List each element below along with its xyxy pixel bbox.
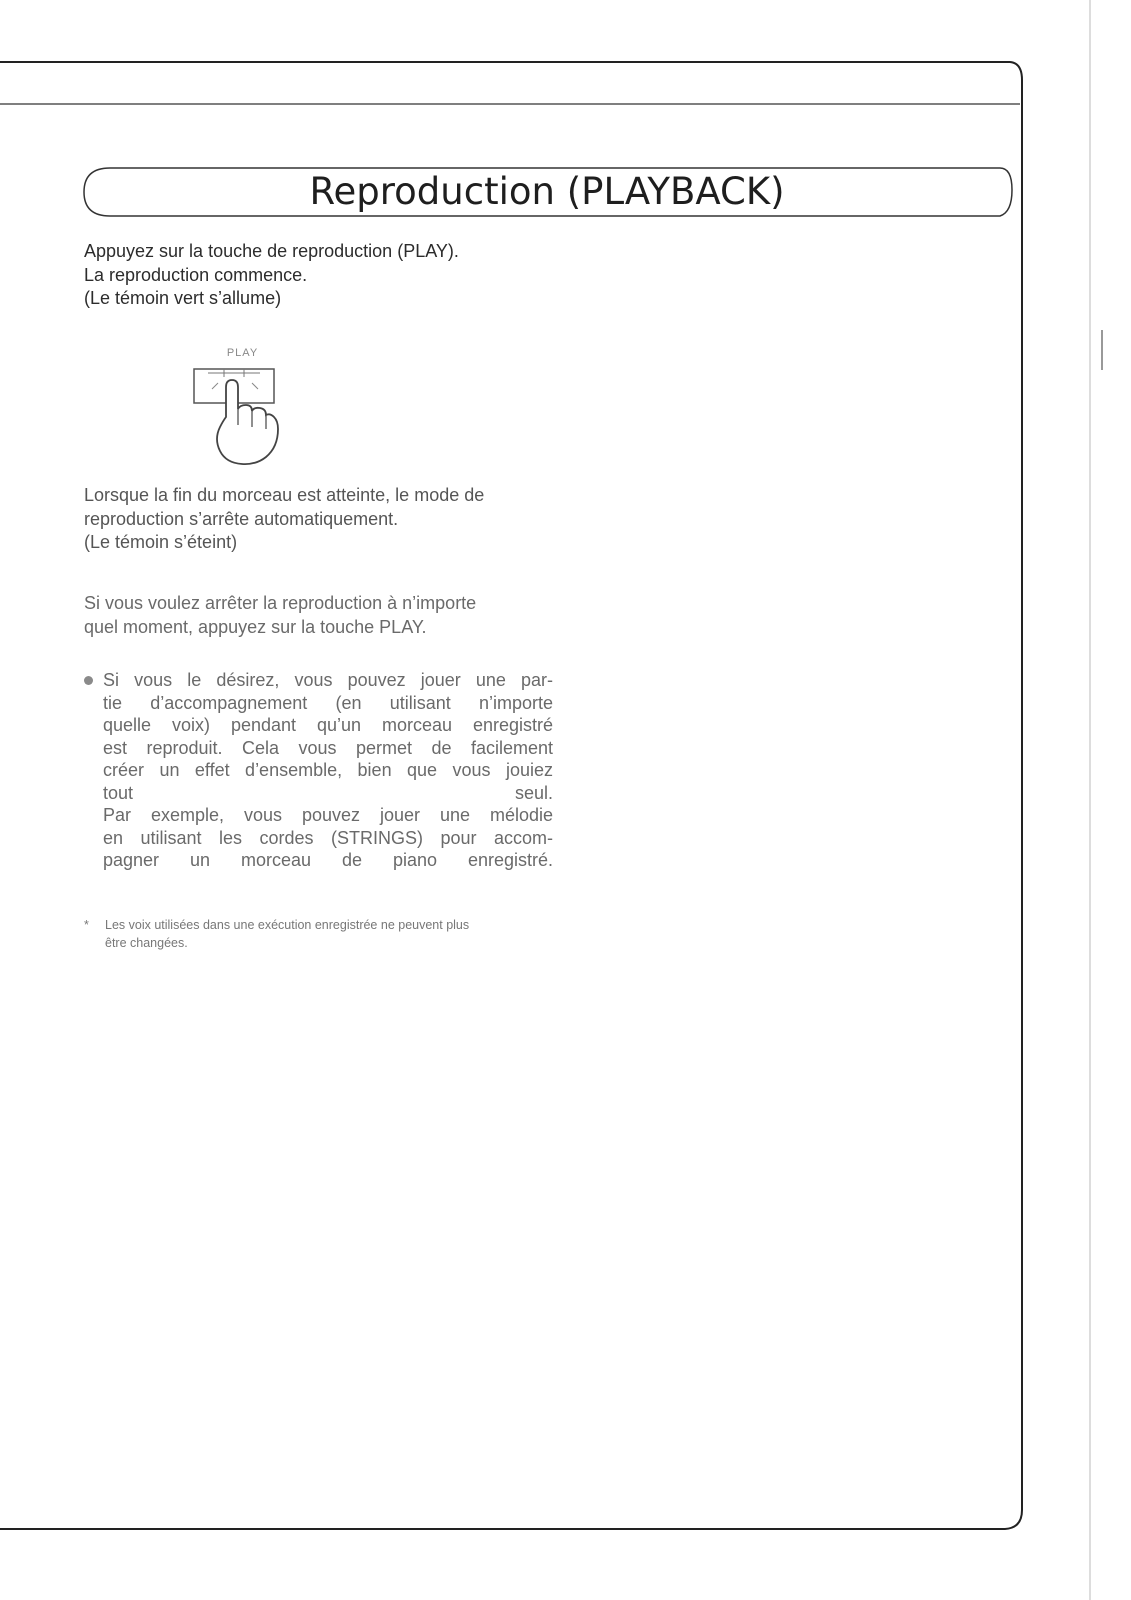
footnote-line: Les voix utilisées dans une exécution enregistrée ne peuvent plus [105, 918, 470, 932]
bullet-line: Si vous le désirez, vous pouvez jouer une par- [103, 670, 553, 690]
bullet-line: créer un effet d’ensemble, bien que vous jouiez [103, 760, 553, 780]
intro-line: Appuyez sur la touche de reproduction (PLAY). [84, 241, 459, 261]
bullet-line: Par exemple, vous pouvez jouer une mélodie [103, 805, 553, 825]
end-line: reproduction s’arrête automatiquement. [84, 508, 399, 529]
play-button-figure [190, 347, 300, 472]
page-title: Reproduction (PLAYBACK) [309, 170, 785, 213]
bullet-line: pagner un morceau de piano enregistré. [103, 850, 553, 870]
bullet-line: tout seul. [103, 782, 553, 803]
bullet-line: tie d’accompagnement (en utilisant n’importe [103, 692, 553, 713]
intro-line: La reproduction commence. [84, 264, 308, 285]
stop-line: Si vous voulez arrêter la reproduction à n’importe [84, 593, 477, 613]
intro-line: (Le témoin vert s’allume) [84, 288, 282, 308]
bullet-text [103, 669, 553, 872]
play-button-label: PLAY [226, 347, 259, 359]
stop-line: quel moment, appuyez sur la touche PLAY. [84, 616, 427, 637]
end-paragraph [84, 484, 544, 555]
bullet-line: en utilisant les cordes (STRINGS) pour accom- [103, 827, 553, 848]
hand-pressing-button-icon [190, 347, 300, 472]
bullet-line: quelle voix) pendant qu’un morceau enregistré [103, 715, 553, 735]
bullet-line: est reproduit. Cela vous permet de facilement [103, 737, 553, 758]
intro-paragraph [84, 240, 544, 311]
end-line: Lorsque la fin du morceau est atteinte, le mode de [84, 485, 485, 505]
footnote-line: être changées. [105, 936, 188, 950]
end-line: (Le témoin s’éteint) [84, 532, 238, 552]
stop-paragraph [84, 592, 544, 639]
bullet-icon [84, 676, 93, 685]
footnote-marker: * [84, 918, 89, 932]
